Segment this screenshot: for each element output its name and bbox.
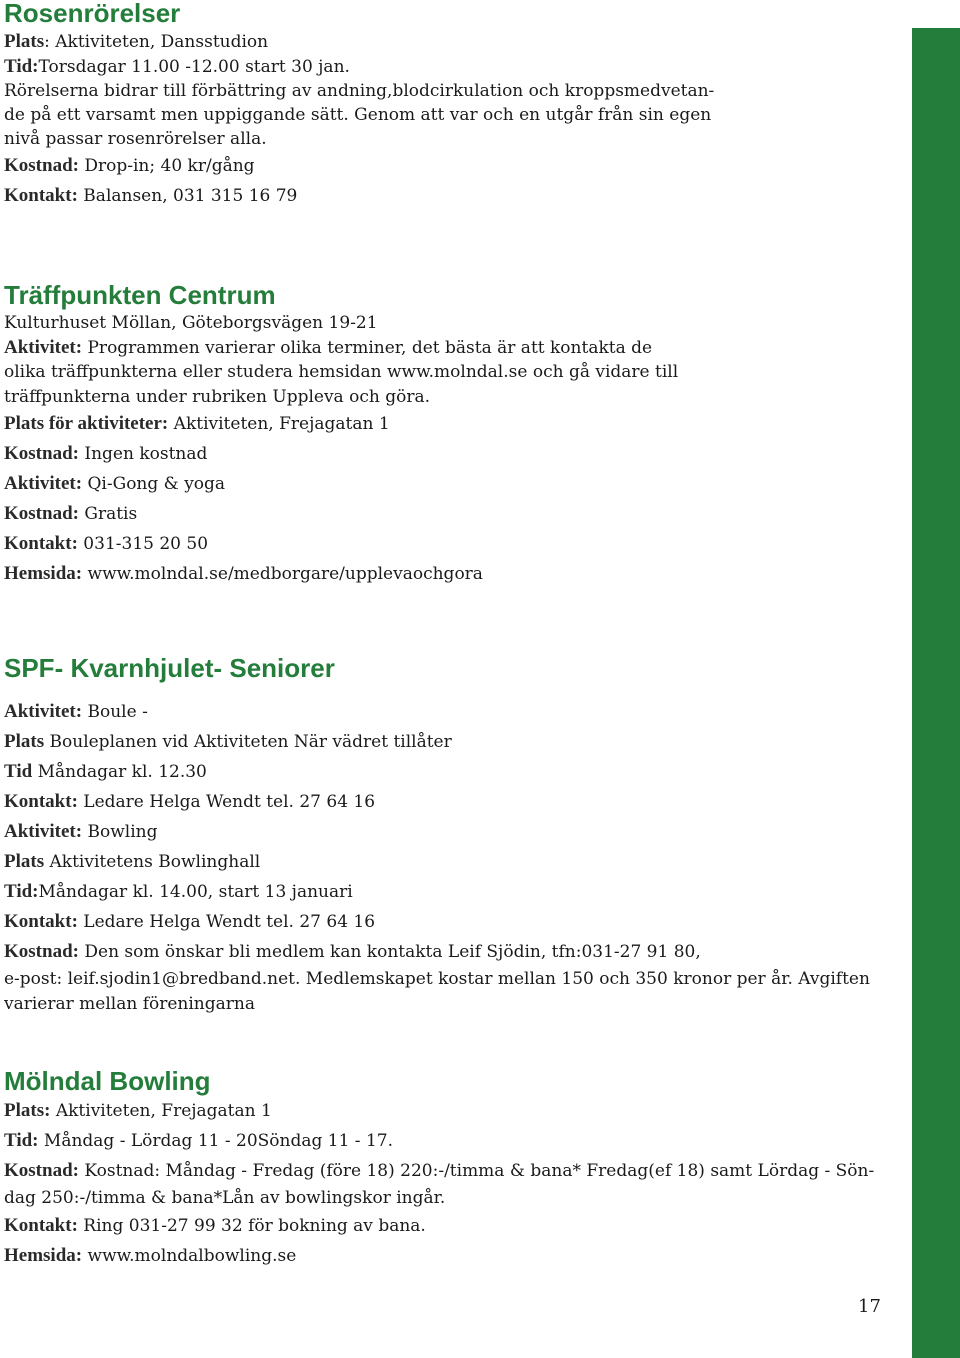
section-spf-kvarnhjulet [4, 655, 870, 1016]
tid-line: Tid:Torsdagar 11.00 -12.00 start 30 jan. [4, 55, 350, 77]
description-line: nivå passar rosenrörelser alla. [4, 129, 267, 149]
kontakt-line: Kontakt: Ring 031-27 99 32 för bokning av bana. [4, 1214, 426, 1236]
hemsida-line: Hemsida: www.molndal.se/medborgare/upplevaochgora [4, 563, 483, 584]
aktivitet-line: Aktivitet: Qi-Gong & yoga [4, 473, 226, 494]
plats-line: Plats Aktivitetens Bowlinghall [4, 851, 261, 872]
aktivitet-continuation: träffpunkterna under rubriken Uppleva och göra. [4, 386, 430, 407]
kostnad-line: Kostnad: Kostnad: Måndag - Fredag (före 18) 220:-/timma & bana* Fredag(ef 18) samt Lördag - Sön- [4, 1160, 875, 1181]
kostnad-continuation: dag 250:-/timma & bana*Lån av bowlingskor ingår. [4, 1188, 446, 1208]
hemsida-line: Hemsida: www.molndalbowling.se [4, 1244, 297, 1266]
tid-line: Tid:Måndagar kl. 14.00, start 13 januari [4, 881, 353, 902]
tid-line: Tid: Måndag - Lördag 11 - 20Söndag 11 - 17. [4, 1130, 393, 1151]
aktivitet-line: Aktivitet: Bowling [4, 821, 158, 842]
kostnad-line: Kostnad: Drop-in; 40 kr/gång [4, 155, 255, 176]
description-line: de på ett varsamt men uppiggande sätt. Genom att var och en utgår från sin egen [4, 105, 712, 125]
plats-line: Plats: Aktiviteten, Frejagatan 1 [4, 1100, 272, 1121]
section-traffpunkten [4, 282, 678, 589]
section-molndal-bowling [4, 1068, 874, 1271]
section-title: Träffpunkten Centrum [4, 280, 276, 310]
page-number: 17 [858, 1296, 881, 1317]
kostnad-line: Kostnad: Ingen kostnad [4, 443, 208, 464]
description-line: Rörelserna bidrar till förbättring av andning,blodcirkulation och kroppsmedvetan- [4, 81, 715, 101]
kostnad-line: Kostnad: Gratis [4, 503, 138, 524]
kontakt-line: Kontakt: 031-315 20 50 [4, 533, 209, 554]
plats-line: Plats Bouleplanen vid Aktiviteten När vädret tillåter [4, 731, 452, 752]
kostnad-continuation: e-post: leif.sjodin1@bredband.net. Medlemskapet kostar mellan 150 och 350 kronor per år. Avgiften [4, 969, 870, 989]
kontakt-line: Kontakt: Ledare Helga Wendt tel. 27 64 16 [4, 911, 376, 932]
kostnad-continuation: varierar mellan föreningarna [4, 993, 255, 1014]
section-title: Mölndal Bowling [4, 1066, 211, 1096]
section-rosenrorelser [4, 0, 714, 211]
plats-line: Plats för aktiviteter: Aktiviteten, Frejagatan 1 [4, 413, 390, 434]
address-line: Kulturhuset Möllan, Göteborgsvägen 19-21 [4, 313, 378, 333]
kontakt-line: Kontakt: Balansen, 031 315 16 79 [4, 185, 298, 206]
section-title: Rosenrörelser [4, 0, 181, 28]
kostnad-line: Kostnad: Den som önskar bli medlem kan kontakta Leif Sjödin, tfn:031-27 91 80, [4, 941, 701, 962]
kontakt-line: Kontakt: Ledare Helga Wendt tel. 27 64 16 [4, 791, 376, 812]
tid-line: Tid Måndagar kl. 12.30 [4, 761, 207, 782]
aktivitet-continuation: olika träffpunkterna eller studera hemsidan www.molndal.se och gå vidare till [4, 362, 679, 382]
plats-line: Plats: Aktiviteten, Dansstudion [4, 31, 269, 52]
side-accent-bar [912, 28, 960, 1358]
aktivitet-line: Aktivitet: Boule - [4, 701, 148, 722]
aktivitet-line: Aktivitet: Programmen varierar olika terminer, det bästa är att kontakta de [4, 336, 653, 358]
section-title: SPF- Kvarnhjulet- Seniorer [4, 653, 335, 683]
